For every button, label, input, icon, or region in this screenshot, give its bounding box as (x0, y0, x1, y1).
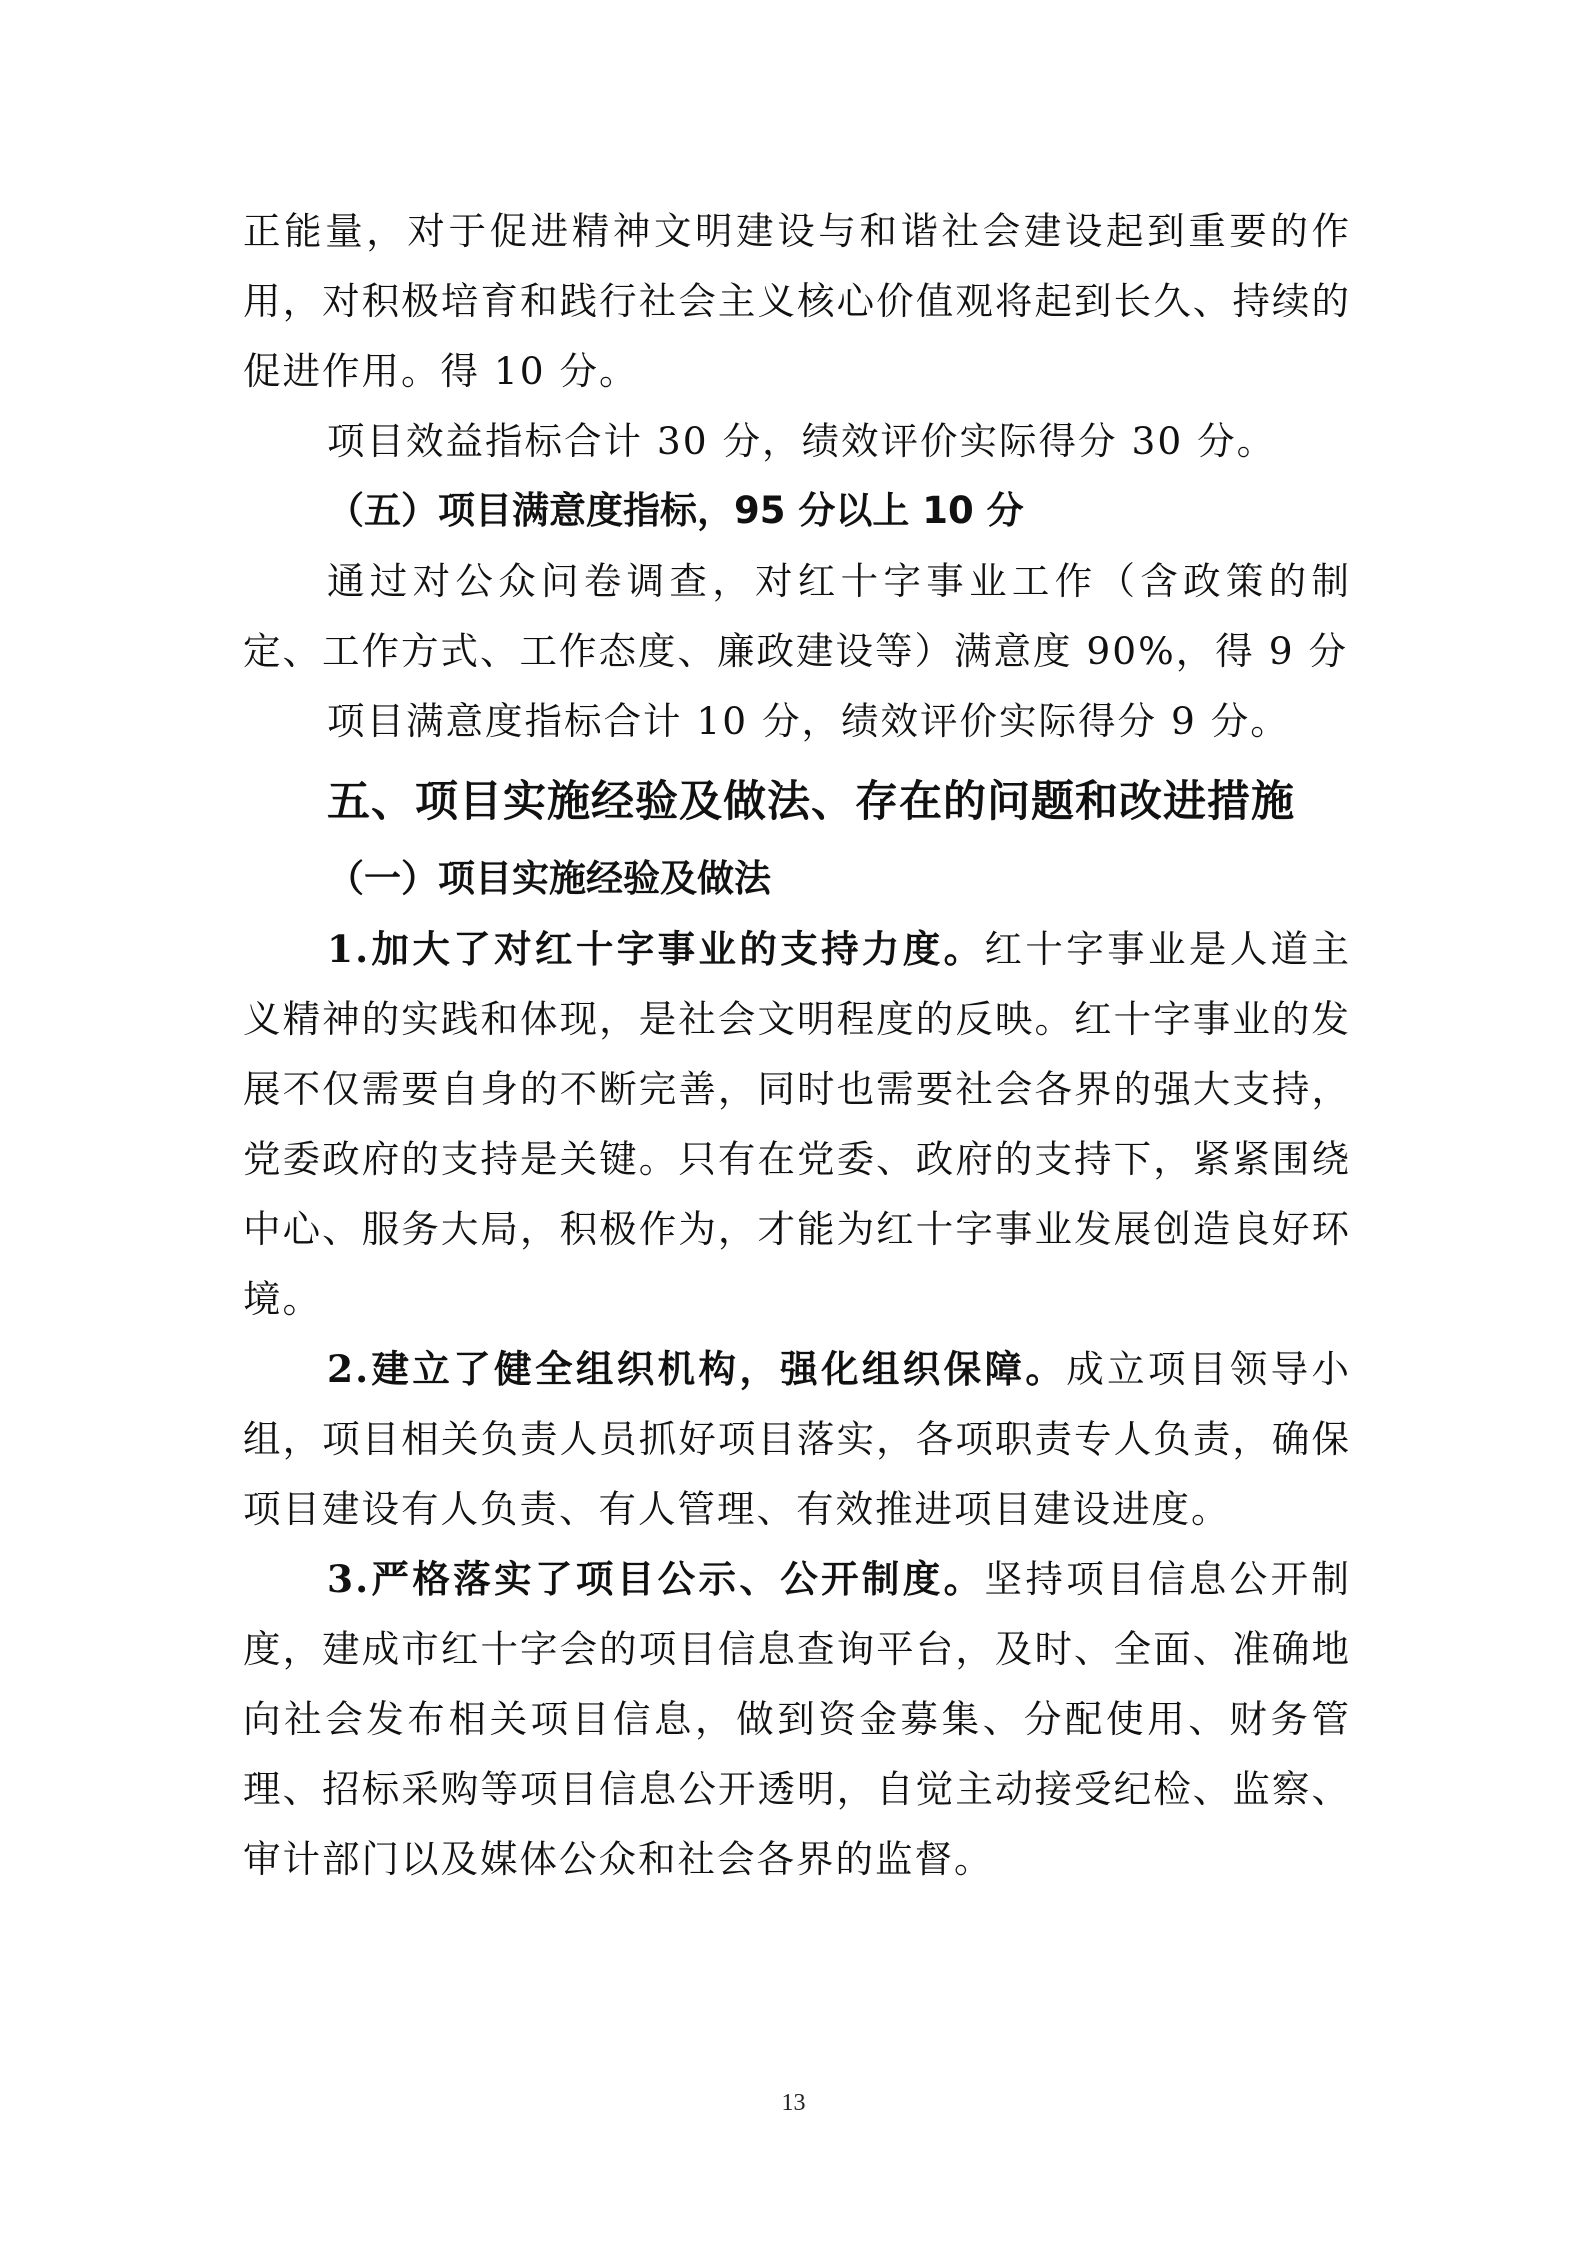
paragraph-item-2 (243, 1334, 1351, 1544)
paragraph-item-3 (243, 1544, 1351, 1894)
paragraph-satisfaction-total: 项目满意度指标合计 10 分，绩效评价实际得分 9 分。 (327, 699, 1290, 743)
section-title-experience-issues: 五、项目实施经验及做法、存在的问题和改进措施 (327, 777, 1295, 827)
item-1-lead: 1.加大了对红十字事业的支持力度。 (327, 927, 985, 971)
paragraph-benefit-total: 项目效益指标合计 30 分，绩效评价实际得分 30 分。 (327, 419, 1277, 463)
item-3-lead: 3.严格落实了项目公示、公开制度。 (327, 1557, 985, 1601)
page-content (243, 196, 1351, 1894)
page-number: 13 (781, 2090, 806, 2116)
paragraph-survey-result: 通过对公众问卷调查，对红十字事业工作（含政策的制定、工作方式、工作态度、廉政建设等）满意度 90%，得 9 分 (243, 559, 1351, 673)
item-3-text: 坚持项目信息公开制度，建成市红十字会的项目信息查询平台，及时、全面、准确地向社会发布相关项目信息，做到资金募集、分配使用、财务管理、招标采购等项目信息公开透明，自觉主动接受纪检、监察、审计部门以及媒体公众和社会各界的监督。 (243, 1557, 1351, 1881)
paragraph-item-1 (243, 914, 1351, 1334)
item-2-text: 成立项目领导小组，项目相关负责人员抓好项目落实，各项职责专人负责，确保项目建设有人负责、有人管理、有效推进项目建设进度。 (243, 1347, 1351, 1531)
heading-satisfaction-indicator: （五）项目满意度指标，95 分以上 10 分 (327, 489, 1024, 532)
paragraph-benefit-conclusion: 正能量，对于促进精神文明建设与和谐社会建设起到重要的作用，对积极培育和践行社会主义核心价值观将起到长久、持续的促进作用。得 10 分。 (243, 209, 1351, 393)
heading-experience-practices: （一）项目实施经验及做法 (327, 857, 771, 900)
item-2-lead: 2.建立了健全组织机构，强化组织保障。 (327, 1347, 1067, 1391)
item-1-text: 红十字事业是人道主义精神的实践和体现，是社会文明程度的反映。红十字事业的发展不仅需要自身的不断完善，同时也需要社会各界的强大支持，党委政府的支持是关键。只有在党委、政府的支持下，紧紧围绕中心、服务大局，积极作为，才能为红十字事业发展创造良好环境。 (243, 927, 1351, 1321)
